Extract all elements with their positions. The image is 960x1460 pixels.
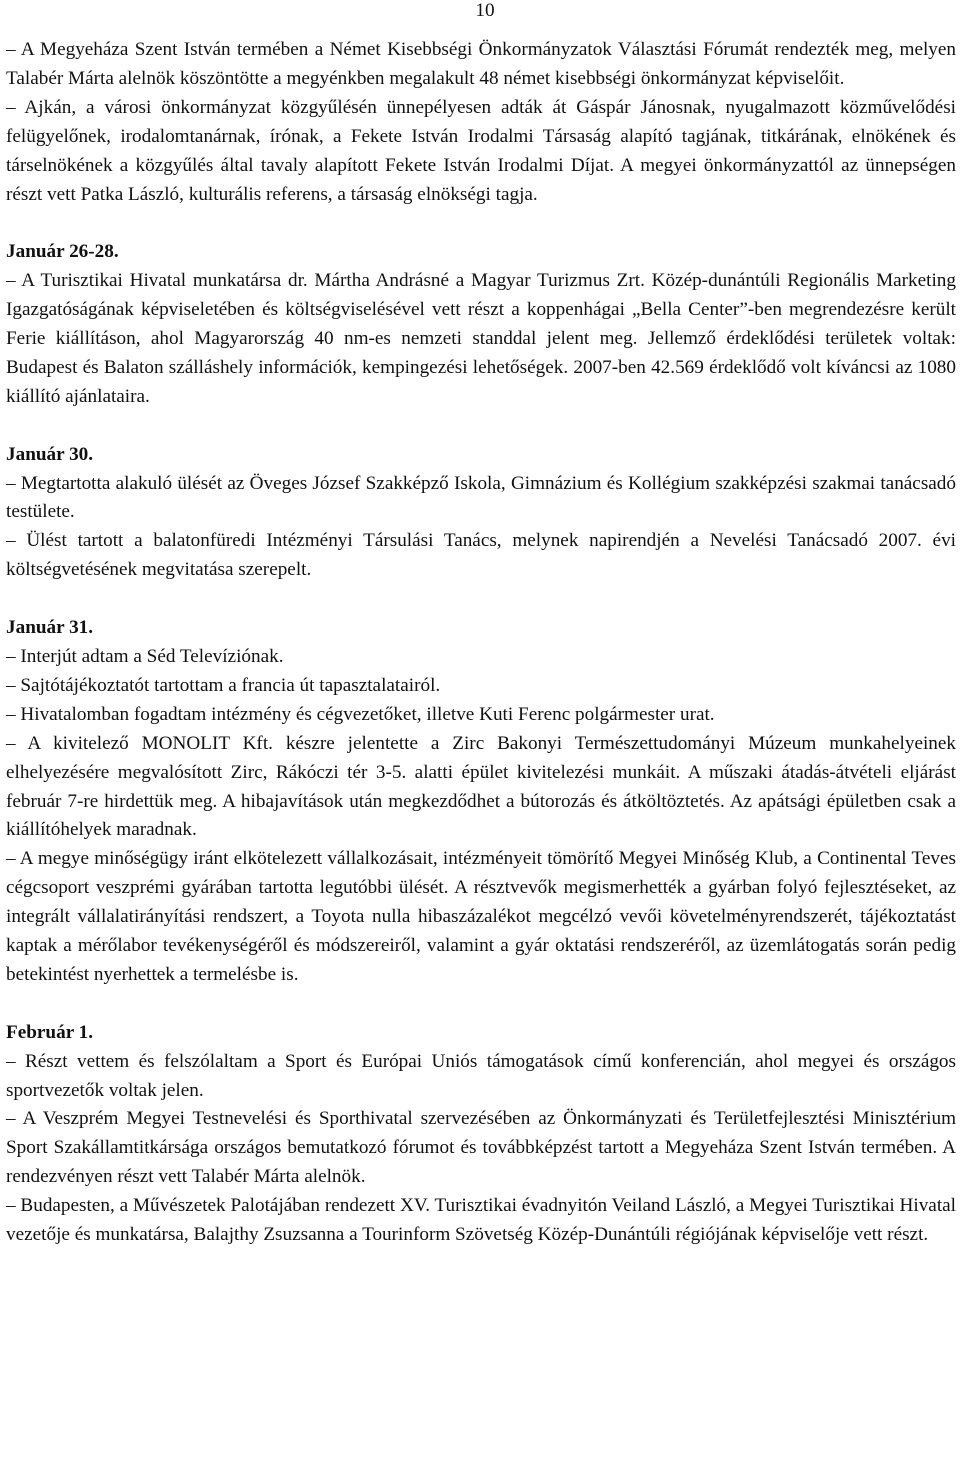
date-heading: Január 26-28. (6, 241, 119, 263)
paragraph: – A Turisztikai Hivatal munkatársa dr. Mártha Andrásné a Magyar Turizmus Zrt. Közép-dunántúli Regionális Marketing Igazgatóságának képviseletében és költségviselésével vett részt a koppenhágai „Bella Center”-ben megrendezésre került Ferie kiállításon, ahol Magyarország 40 nm-es nemzeti standdal jelent meg. Jellemző érdeklődési területek voltak: Budapest és Balaton szálláshely információk, kempingezési lehetőségek. 2007-ben 42.569 érdeklődő volt kíváncsi az 1080 kiállító ajánlataira. (6, 270, 956, 407)
paragraph: – Budapesten, a Művészetek Palotájában rendezett XV. Turisztikai évadnyitón Veiland László, a Megyei Turisztikai Hivatal vezetője és munkatársa, Balajthy Zsuzsanna a Tourinform Szövetség Közép-Dunántúli régiójának képviselője vett részt. (6, 1195, 956, 1246)
paragraph: – A Veszprém Megyei Testnevelési és Sporthivatal szervezésében az Önkormányzati és Területfejlesztési Minisztérium Sport Szakállamtitkársága országos bemutatkozó fórumot és továbbképzést tartott a Megyeháza Szent István termében. A rendezvényen részt vett Talabér Márta alelnök. (6, 1108, 956, 1188)
paragraph: – A kivitelező MONOLIT Kft. készre jelentette a Zirc Bakonyi Természettudományi Múzeum munkahelyeinek elhelyezésére megvalósított Zirc, Rákóczi tér 3-5. alatti épület kivitelezési munkáit. A műszaki átadás-átvételi eljárást február 7-re hirdettük meg. A hibajavítások után megkezdődhet a bútorozás és átköltöztetés. Az apátsági épületben csak a kiállítóhelyek maradnak. (6, 732, 956, 841)
paragraph: – Hivatalomban fogadtam intézmény és cégvezetőket, illetve Kuti Ferenc polgármester urat. (6, 703, 715, 725)
paragraph: – Megtartotta alakuló ülését az Öveges József Szakképző Iskola, Gimnázium és Kollégium szakképzési szakmai tanácsadó testülete. (6, 472, 956, 523)
paragraph: – Sajtótájékoztatót tartottam a francia út tapasztalatairól. (6, 674, 441, 696)
date-heading: Január 31. (6, 617, 94, 639)
paragraph: – Ülést tartott a balatonfüredi Intézményi Társulási Tanács, melynek napirendjén a Nevelési Tanácsadó 2007. évi költségvetésének megvitatása szerepelt. (6, 530, 956, 581)
paragraph-spacer (6, 209, 956, 238)
paragraph: – A megye minőségügy iránt elkötelezett vállalkozásait, intézményeit tömörítő Megyei Minőség Klub, a Continental Teves cégcsoport veszprémi gyárában tartotta legutóbbi ülését. A résztvevők megismerhették a gyárban folyó fejlesztéseket, az integrált vállalatirányítási rendszert, a Toyota nulla hibaszázalékot megcélzó vevői követelményrendszerét, tájékoztatást kaptak a mérőlabor tevékenységéről és módszereiről, valamint a gyár oktatási rendszeréről, az üzemlátogatás során pedig betekintést nyerhettek a termelésbe is. (6, 848, 956, 985)
paragraph-spacer (6, 412, 956, 441)
date-heading: Január 30. (6, 443, 94, 465)
page-number: 10 (475, 0, 495, 21)
paragraph: – Ajkán, a városi önkormányzat közgyűlésén ünnepélyesen adták át Gáspár Jánosnak, nyugalmazott közművelődési felügyelőnek, irodalomtanárnak, írónak, a Fekete István Irodalmi Társaság alapító tagjának, titkárának, elnökének és társelnökének a közgyűlés által tavaly alapított Fekete István Irodalmi Díjat. A megyei önkormányzattól az ünnepségen részt vett Patka László, kulturális referens, a társaság elnökségi tagja. (6, 96, 956, 205)
paragraph: – A Megyeháza Szent István termében a Német Kisebbségi Önkormányzatok Választási Fórumát rendezték meg, melyen Talabér Márta alelnök köszöntötte a megyénkben megalakult 48 német kisebbségi önkormányzat képviselőit. (6, 39, 956, 89)
document-body (6, 36, 956, 1250)
paragraph-spacer (6, 990, 956, 1019)
paragraph: – Részt vettem és felszólaltam a Sport és Európai Uniós támogatások című konferencián, ahol megyei és országos sportvezetők voltak jelen. (6, 1050, 956, 1101)
paragraph: – Interjút adtam a Séd Televíziónak. (6, 645, 284, 667)
date-heading: Február 1. (6, 1021, 94, 1043)
paragraph-spacer (6, 585, 956, 614)
